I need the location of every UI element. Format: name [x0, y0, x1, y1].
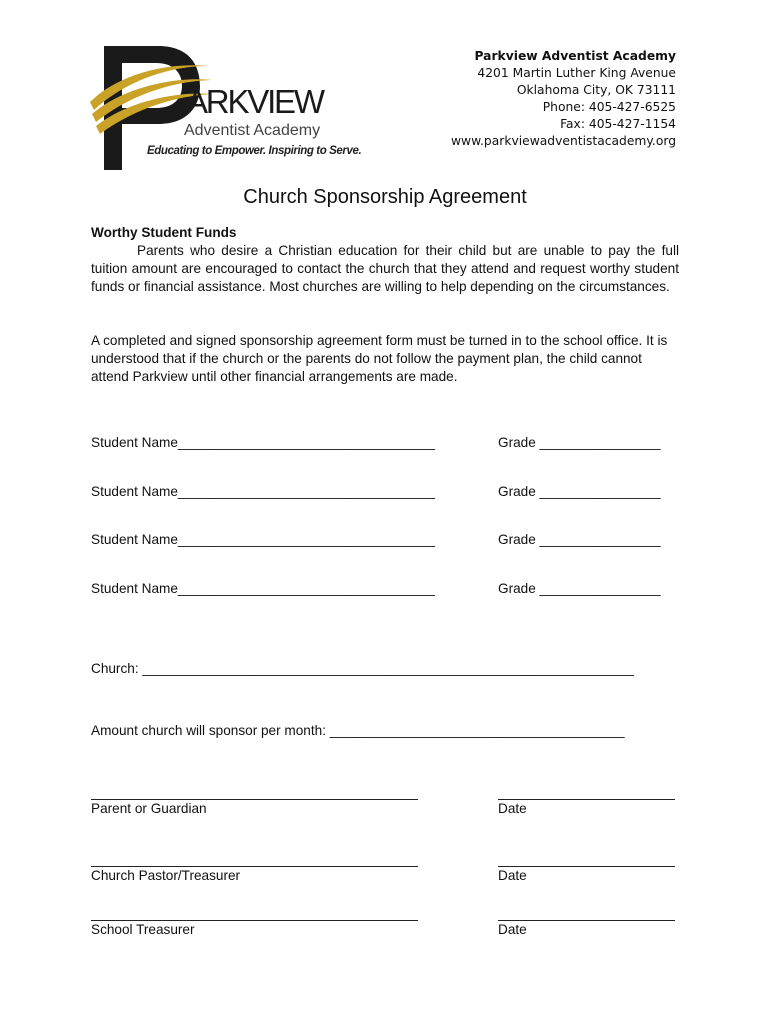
logo-academy-text: Adventist Academy [184, 122, 321, 139]
school-phone: Phone: 405-427-6525 [542, 100, 676, 114]
grade-field-1[interactable]: Grade ________________ [498, 435, 661, 450]
parkview-logo [88, 44, 362, 172]
school-treasurer-signature-label: School Treasurer [91, 922, 195, 937]
contact-block [451, 48, 676, 150]
logo-wordmark: ARKVIEW [186, 83, 323, 120]
student-name-field-2[interactable]: Student Name__________________________________ [91, 484, 435, 499]
student-name-field-4[interactable]: Student Name__________________________________ [91, 581, 435, 596]
school-treasurer-date-label: Date [498, 922, 527, 937]
logo-tagline: Educating to Empower. Inspiring to Serve. [147, 145, 362, 157]
school-fax: Fax: 405-427-1154 [560, 117, 676, 131]
parent-date-label: Date [498, 801, 527, 816]
grade-field-4[interactable]: Grade ________________ [498, 581, 661, 596]
parent-signature-label: Parent or Guardian [91, 801, 207, 816]
student-name-field-3[interactable]: Student Name__________________________________ [91, 532, 435, 547]
student-name-field-1[interactable]: Student Name__________________________________ [91, 435, 435, 450]
sponsor-amount-field[interactable]: Amount church will sponsor per month: _______________________________________ [91, 723, 625, 738]
school-website: www.parkviewadventistacademy.org [450, 134, 676, 148]
grade-field-3[interactable]: Grade ________________ [498, 532, 661, 547]
paragraph-worthy-funds: Parents who desire a Christian education for their child but are unable to pay the full tuition amount are encouraged to contact the church that they attend and request worthy student funds or financial assistance. Most churches are willing to help depending on the circumstances. [91, 243, 679, 294]
pastor-signature-label: Church Pastor/Treasurer [91, 868, 241, 883]
grade-field-2[interactable]: Grade ________________ [498, 484, 661, 499]
paragraph-agreement: A completed and signed sponsorship agreement form must be turned in to the school office. It is understood that if the church or the parents do not follow the payment plan, the child cannot attend Parkview until other financial arrangements are made. [91, 333, 668, 384]
section-heading: Worthy Student Funds [91, 225, 237, 240]
school-address: 4201 Martin Luther King Avenue [477, 66, 676, 80]
church-field[interactable]: Church: _________________________________________________________________ [91, 661, 634, 676]
pastor-date-label: Date [498, 868, 527, 883]
school-name: Parkview Adventist Academy [474, 49, 676, 63]
page-title: Church Sponsorship Agreement [243, 186, 527, 208]
school-city: Oklahoma City, OK 73111 [516, 83, 676, 97]
